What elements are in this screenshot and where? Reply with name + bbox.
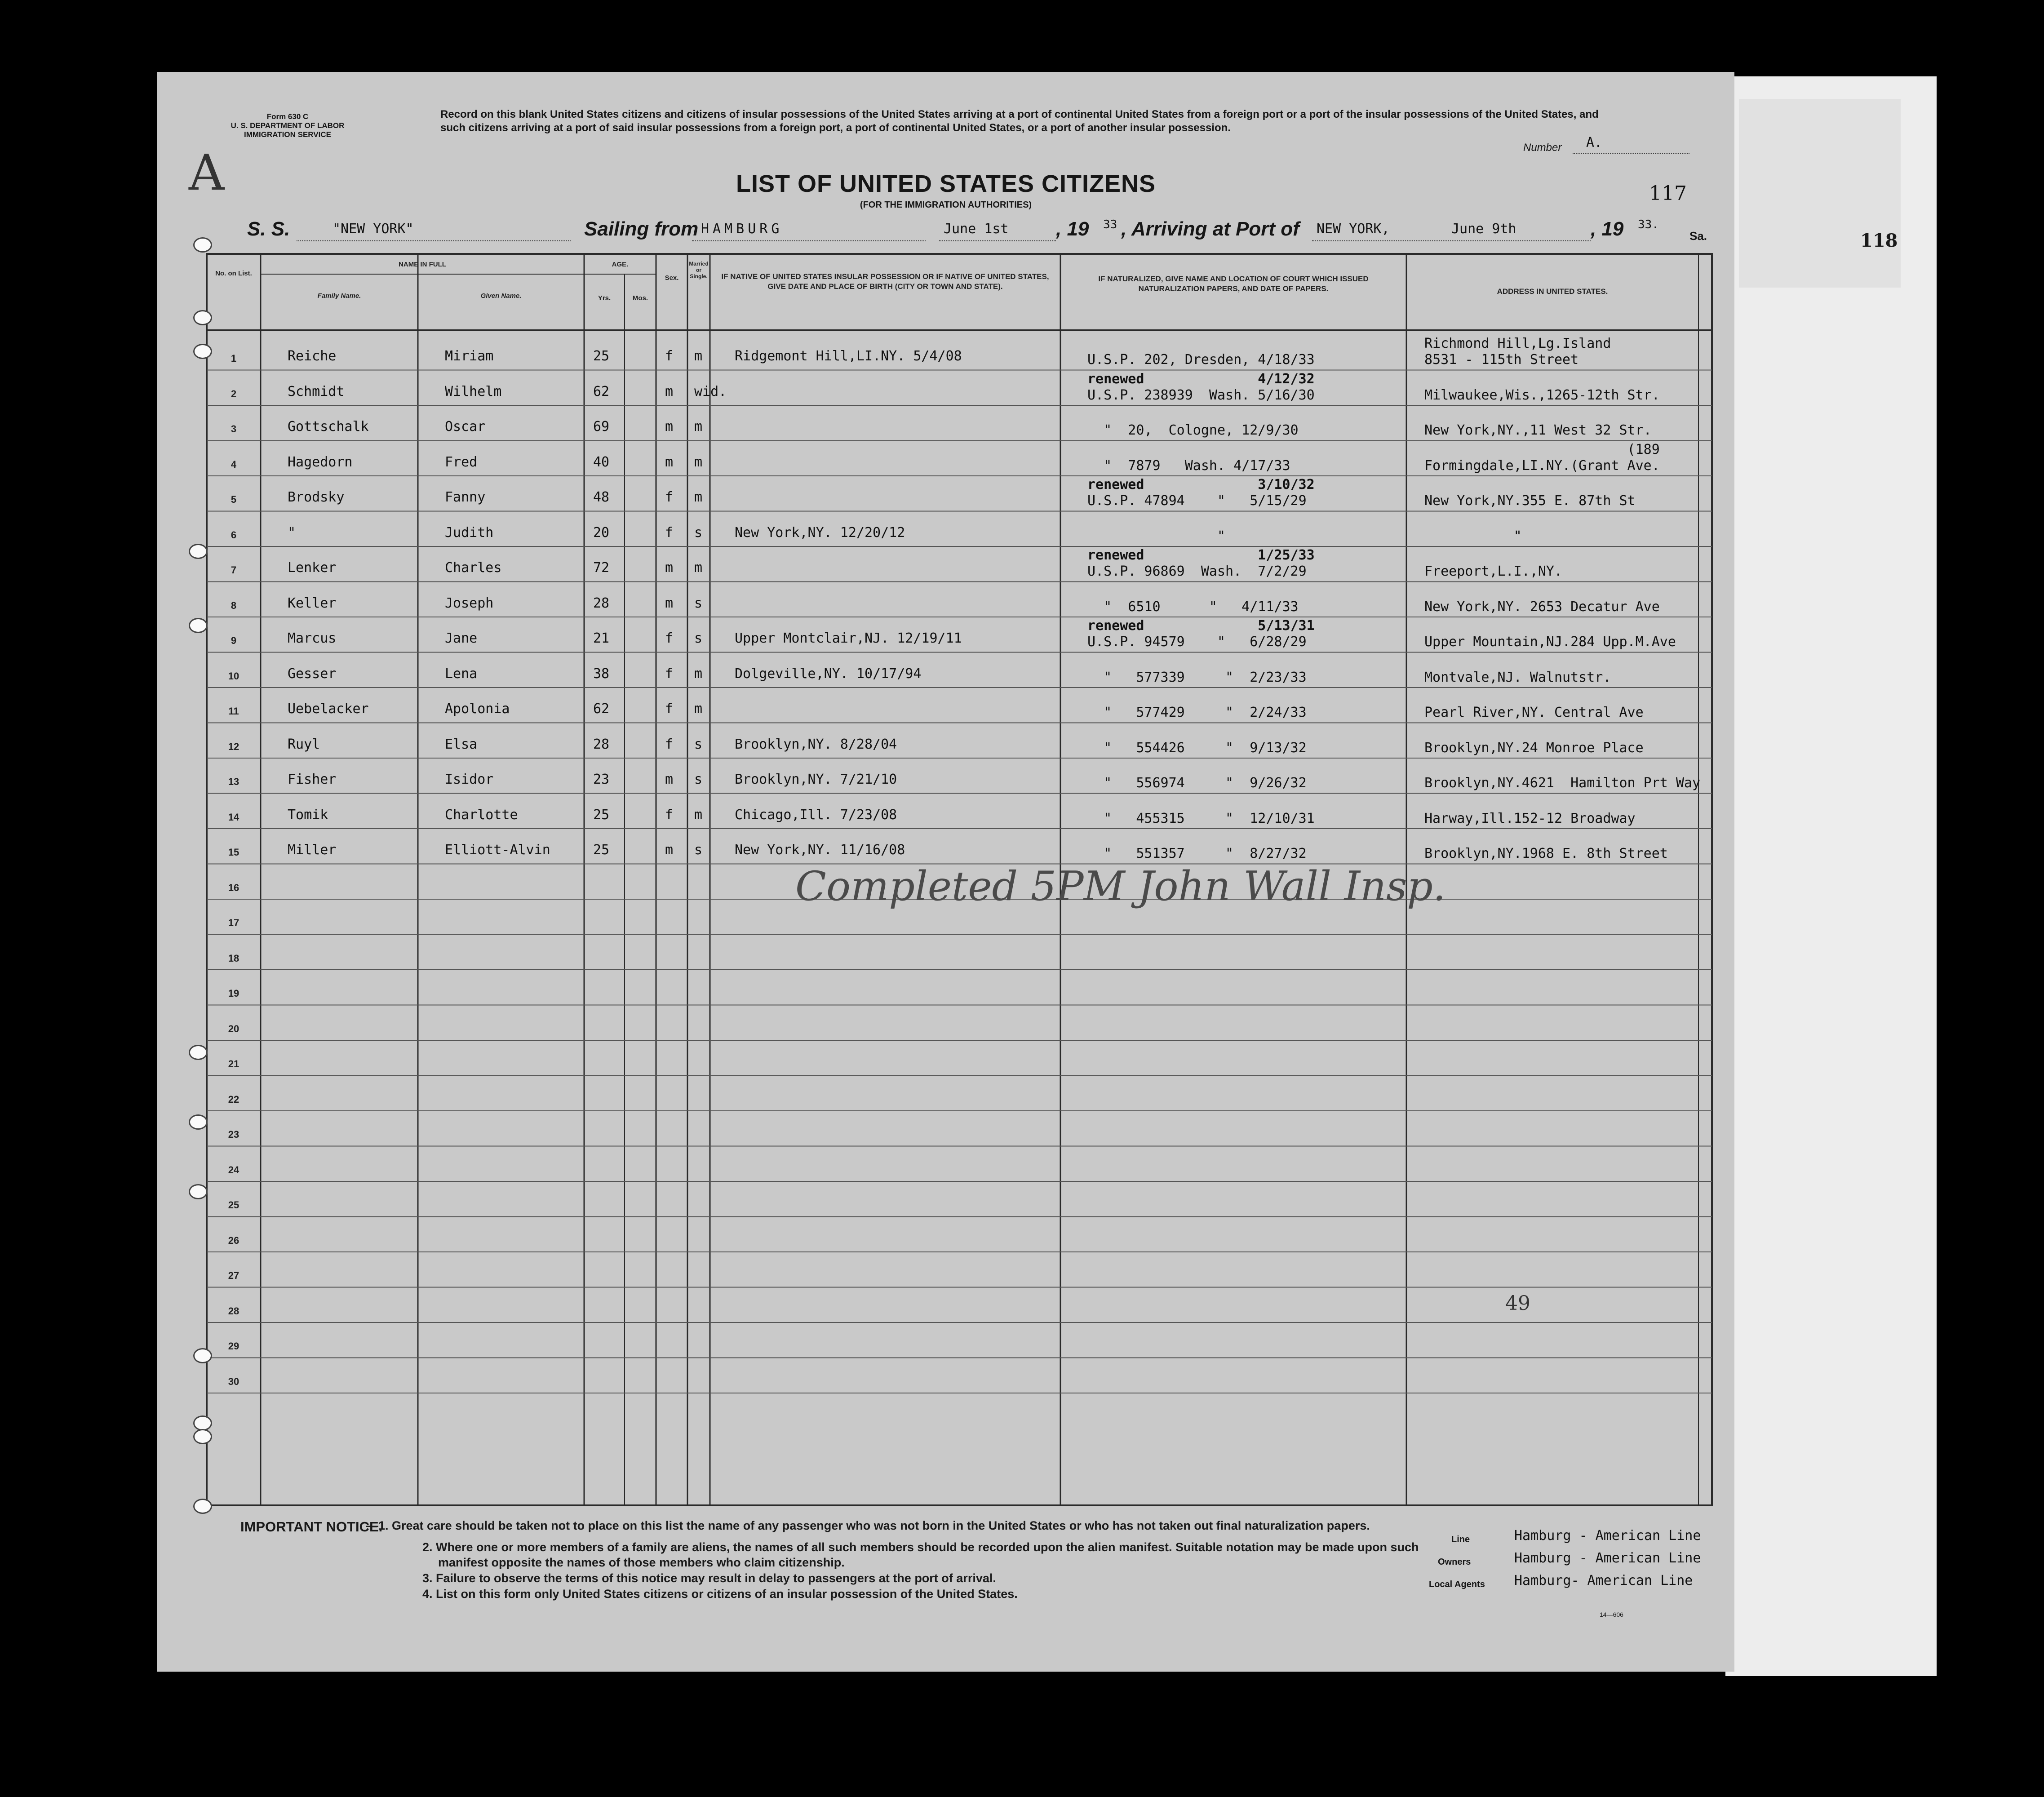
col-naturalized: IF NATURALIZED, GIVE NAME AND LOCATION OF COURT WHICH ISSUED NATURALIZATION PAPERS, AND DATE OF PAPERS. [1098,275,1369,293]
given-name: Charles [445,560,502,576]
row-number: 12 [228,741,239,752]
marital-status: m [694,489,703,505]
notice-item-2: 2. Where one or more members of a family are aliens, the names of all such members should be recorded upon the alien manifest. Suitable notation may be made upon such [422,1540,1419,1554]
given-name: Elsa [445,736,478,752]
form-number: Form 630 C [266,112,309,121]
address-line-2: 8531 - 115th Street [1424,352,1579,368]
row-number: 4 [231,458,237,470]
sex: m [665,560,674,576]
birth-info: Brooklyn,NY. 7/21/10 [735,772,897,787]
col-name-in-full: NAME IN FULL [399,261,446,268]
empty-row-number: 20 [228,1023,239,1034]
birth-info: New York,NY. 12/20/12 [735,524,905,541]
table-row [157,829,1734,864]
age-years: 28 [593,736,610,752]
empty-row-number: 28 [228,1305,239,1317]
age-years: 69 [593,419,610,435]
binder-hole [193,1499,212,1514]
address-line-2: Brooklyn,NY.4621 Hamilton Prt Way [1424,775,1701,791]
marital-status: s [694,595,703,611]
naturalization-line-2: U.S.P. 94579 " 6/28/29 [1087,634,1307,650]
empty-row-number: 21 [228,1058,239,1069]
given-name: Miriam [445,348,494,364]
col-address: ADDRESS IN UNITED STATES. [1497,287,1608,296]
marital-status: s [694,842,703,858]
age-years: 21 [593,630,610,646]
naturalization-line-2: " 556974 " 9/26/32 [1087,775,1307,791]
line-value: Hamburg - American Line [1514,1528,1701,1544]
family-name: Gottschalk [288,419,369,435]
adjacent-page-edge [1725,76,1937,1676]
empty-row-number: 29 [228,1340,239,1352]
sex: f [665,736,674,752]
ss-label: S. S. [247,218,290,240]
arriving-label: , Arriving at Port of [1121,218,1299,240]
naturalization-line-2: U.S.P. 96869 Wash. 7/2/29 [1087,564,1307,579]
agents-value: Hamburg- American Line [1514,1573,1693,1588]
col-yrs: Yrs. [598,294,611,302]
row-number: 2 [231,388,237,399]
binder-hole [189,618,208,633]
sail-date: June 1st [944,221,1009,237]
page-subtitle: (FOR THE IMMIGRATION AUTHORITIES) [860,200,1032,210]
col-family-name: Family Name. [317,292,361,300]
binder-hole [193,344,212,359]
empty-row-number: 17 [228,917,239,928]
handwritten-completion-note: Completed 5PM John Wall Insp. [795,863,1446,910]
binder-hole [193,1415,212,1431]
empty-row-number: 23 [228,1129,239,1140]
table-row [157,582,1734,617]
voyage-suffix: Sa. [1689,229,1707,243]
notice-item-2-cont: manifest opposite the names of those members who claim citizenship. [438,1556,845,1569]
col-no: No. on List. [215,270,252,277]
given-name: Apolonia [445,701,510,717]
table-row [157,688,1734,723]
empty-row-number: 18 [228,952,239,964]
row-number: 8 [231,599,237,611]
address-line-2: Milwaukee,Wis.,1265-12th Str. [1424,387,1660,403]
sex: f [665,701,674,717]
naturalization-line-2: " 6510 " 4/11/33 [1087,599,1299,615]
family-name: Hagedorn [288,454,353,470]
address-line-2: New York,NY.,11 West 32 Str. [1424,422,1652,438]
arrive-year: 33. [1638,218,1659,231]
given-name: Jane [445,630,478,646]
birth-info: Ridgemont Hill,LI.NY. 5/4/08 [735,348,962,364]
sex: m [665,419,674,435]
given-name: Wilhelm [445,383,502,399]
age-years: 20 [593,524,610,541]
col-mos: Mos. [632,294,648,302]
marital-status: m [694,560,703,576]
address-line-2: Harway,Ill.152-12 Broadway [1424,810,1636,826]
address-line-2: " [1424,528,1522,544]
sex: m [665,454,674,470]
sail-year-prefix: , 19 [1056,218,1089,240]
binder-hole [193,237,212,253]
family-name: Gesser [288,666,337,682]
naturalization-line-1: renewed 4/12/32 [1087,371,1315,387]
row-number: 13 [228,776,239,787]
table-row [157,546,1734,582]
birth-info: Dolgeville,NY. 10/17/94 [735,666,922,682]
table-row [157,723,1734,759]
address-line-1: Richmond Hill,Lg.Island [1424,336,1611,351]
row-number: 1 [231,353,237,364]
age-years: 25 [593,348,610,364]
family-name: Tomik [288,807,328,823]
table-row [157,335,1734,370]
form-service: IMMIGRATION SERVICE [244,130,331,139]
given-name: Fanny [445,489,486,505]
age-years: 62 [593,701,610,717]
col-given-name: Given Name. [480,292,522,300]
table-row [157,617,1734,652]
row-number: 6 [231,529,237,541]
naturalization-line-2: " 20, Cologne, 12/9/30 [1087,422,1299,438]
given-name: Joseph [445,595,494,611]
given-name: Judith [445,524,494,541]
empty-row-number: 25 [228,1199,239,1211]
form-department: U. S. DEPARTMENT OF LABOR [231,121,345,130]
family-name: Lenker [288,560,337,576]
empty-row-number: 24 [228,1164,239,1176]
given-name: Isidor [445,772,494,787]
age-years: 38 [593,666,610,682]
row-number: 15 [228,847,239,858]
empty-row-number: 26 [228,1234,239,1246]
table-row [157,794,1734,829]
birth-info: Upper Montclair,NJ. 12/19/11 [735,630,962,646]
binder-hole [189,1045,208,1060]
family-name: Brodsky [288,489,345,505]
number-label: Number [1523,142,1562,154]
address-line-2: Montvale,NJ. Walnutstr. [1424,669,1611,685]
row-number: 9 [231,635,237,646]
col-sex: Sex. [665,274,679,282]
table-row [157,511,1734,547]
marital-status: m [694,454,703,470]
age-years: 23 [593,772,610,787]
binder-hole [189,1184,208,1199]
owners-label: Owners [1438,1557,1471,1567]
naturalization-line-2: " 577339 " 2/23/33 [1087,669,1307,685]
table-row [157,441,1734,476]
naturalization-line-2: U.S.P. 202, Dresden, 4/18/33 [1087,352,1315,368]
empty-row-number: 27 [228,1270,239,1281]
birth-info: Brooklyn,NY. 8/28/04 [735,736,897,752]
arrive-year-prefix: , 19 [1591,218,1624,240]
age-years: 28 [593,595,610,611]
row-number: 7 [231,564,237,576]
footer-line-info [1317,1456,1721,1589]
col-age: AGE. [612,261,629,268]
sail-year: 33 [1103,218,1117,231]
age-years: 25 [593,842,610,858]
binder-hole [193,1348,212,1363]
age-years: 48 [593,489,610,505]
row-number: 14 [228,811,239,823]
number-value: A. [1586,135,1603,151]
family-name: " [288,524,296,541]
instructions-text: Record on this blank United States citizens and citizens of insular possessions of the United States arriving at a port of continental United States from a foreign port or a port of the insular possessions of the United States, and such citizens arriving at a port of said insular possessions from a foreign port, a port of continental United States, or a port of another insular possession. [440,108,1599,134]
owners-value: Hamburg - American Line [1514,1550,1701,1566]
binder-hole [189,1114,208,1130]
naturalization-line-2: " 554426 " 9/13/32 [1087,740,1307,756]
given-name: Oscar [445,419,486,435]
table-row [157,405,1734,441]
notice-item-1: —1. Great care should be taken not to place on this list the name of any passenger who was not born in the United States or who has not taken out final naturalization papers. [366,1519,1370,1532]
empty-row-number: 30 [228,1375,239,1387]
row-number: 10 [228,670,239,682]
age-years: 62 [593,383,610,399]
marital-status: wid. [694,383,727,399]
given-name: Lena [445,666,478,682]
sex: f [665,807,674,823]
col-married-single: Married or Single. [689,261,709,280]
stamp-number: 49 [1505,1292,1530,1315]
family-name: Marcus [288,630,337,646]
agents-label: Local Agents [1429,1580,1485,1589]
empty-row-number: 22 [228,1093,239,1105]
sex: f [665,524,674,541]
address-line-2: Formingdale,LI.NY.(Grant Ave. [1424,457,1660,474]
age-years: 40 [593,454,610,470]
naturalization-line-2: U.S.P. 47894 " 5/15/29 [1087,493,1307,509]
address-line-2: Upper Mountain,NJ.284 Upp.M.Ave [1424,634,1676,650]
table-row [157,652,1734,688]
empty-row-number: 16 [228,882,239,893]
family-name: Ruyl [288,736,320,752]
row-number: 3 [231,423,237,435]
port-to: NEW YORK, [1317,221,1390,237]
arrive-date: June 9th [1451,221,1516,237]
marital-status: m [694,348,703,364]
col-birth: IF NATIVE OF UNITED STATES INSULAR POSSESSION OR IF NATIVE OF UNITED STATES, GIVE DATE AND PLACE OF BIRTH (CITY OR TOWN AND STATE). [721,272,1049,291]
age-years: 25 [593,807,610,823]
family-name: Keller [288,595,337,611]
row-number: 5 [231,494,237,505]
given-name: Elliott-Alvin [445,842,550,858]
print-code: 14—606 [1600,1611,1623,1618]
empty-row-number: 19 [228,988,239,999]
marital-status: m [694,701,703,717]
binder-hole [193,310,212,325]
manifest-sheet [157,72,1734,1672]
table-row [157,758,1734,794]
sex: m [665,595,674,611]
marital-status: s [694,630,703,646]
family-name: Fisher [288,772,337,787]
age-years: 72 [593,560,610,576]
sex: f [665,348,674,364]
sailing-label: Sailing from [584,218,699,240]
birth-info: Chicago,Ill. 7/23/08 [735,807,897,823]
binder-hole [189,544,208,559]
page-number: 117 [1649,182,1687,205]
naturalization-line-2: " 551357 " 8/27/32 [1087,846,1307,861]
address-line-2: Brooklyn,NY.24 Monroe Place [1424,740,1644,756]
sex: m [665,383,674,399]
sex: m [665,842,674,858]
naturalization-line-2: " [1087,528,1226,544]
table-row [157,370,1734,406]
naturalization-line-2: U.S.P. 238939 Wash. 5/16/30 [1087,387,1315,403]
sex: f [665,666,674,682]
marital-status: m [694,666,703,682]
family-name: Schmidt [288,383,345,399]
naturalization-line-1: renewed 1/25/33 [1087,547,1315,563]
family-name: Miller [288,842,337,858]
sex: m [665,772,674,787]
marital-status: m [694,807,703,823]
notice-heading: IMPORTANT NOTICE. [240,1519,383,1535]
line-label: Line [1451,1535,1470,1544]
table-row [157,476,1734,511]
sex: f [665,489,674,505]
address-line-2: Brooklyn,NY.1968 E. 8th Street [1424,846,1668,861]
family-name: Uebelacker [288,701,369,717]
corner-letter: A [189,144,225,201]
naturalization-line-1: renewed 3/10/32 [1087,477,1315,493]
port-from: HAMBURG [701,221,783,237]
naturalization-line-1: renewed 5/13/31 [1087,618,1315,634]
address-line-1: (189 [1424,441,1660,457]
page-title: LIST OF UNITED STATES CITIZENS [736,170,1156,197]
address-line-2: Pearl River,NY. Central Ave [1424,705,1644,720]
notice-item-4: 4. List on this form only United States citizens or citizens of an insular possession of the United States. [422,1587,1018,1601]
notice-item-3: 3. Failure to observe the terms of this notice may result in delay to passengers at the port of arrival. [422,1571,996,1585]
marital-status: s [694,524,703,541]
adjacent-page-number: 118 [1860,230,1898,251]
sex: f [665,630,674,646]
marital-status: s [694,772,703,787]
row-number: 11 [228,705,239,717]
family-name: Reiche [288,348,337,364]
given-name: Fred [445,454,478,470]
address-line-2: New York,NY.355 E. 87th St [1424,493,1636,509]
binder-hole [193,1429,212,1444]
ship-name: "NEW YORK" [333,221,414,237]
marital-status: m [694,419,703,435]
naturalization-line-2: " 455315 " 12/10/31 [1087,810,1315,826]
address-line-2: Freeport,L.I.,NY. [1424,564,1563,579]
birth-info: New York,NY. 11/16/08 [735,842,905,858]
given-name: Charlotte [445,807,518,823]
naturalization-line-2: " 577429 " 2/24/33 [1087,705,1307,720]
adjacent-page-smudge [1739,99,1901,288]
marital-status: s [694,736,703,752]
naturalization-line-2: " 7879 Wash. 4/17/33 [1087,457,1290,474]
address-line-2: New York,NY. 2653 Decatur Ave [1424,599,1660,615]
